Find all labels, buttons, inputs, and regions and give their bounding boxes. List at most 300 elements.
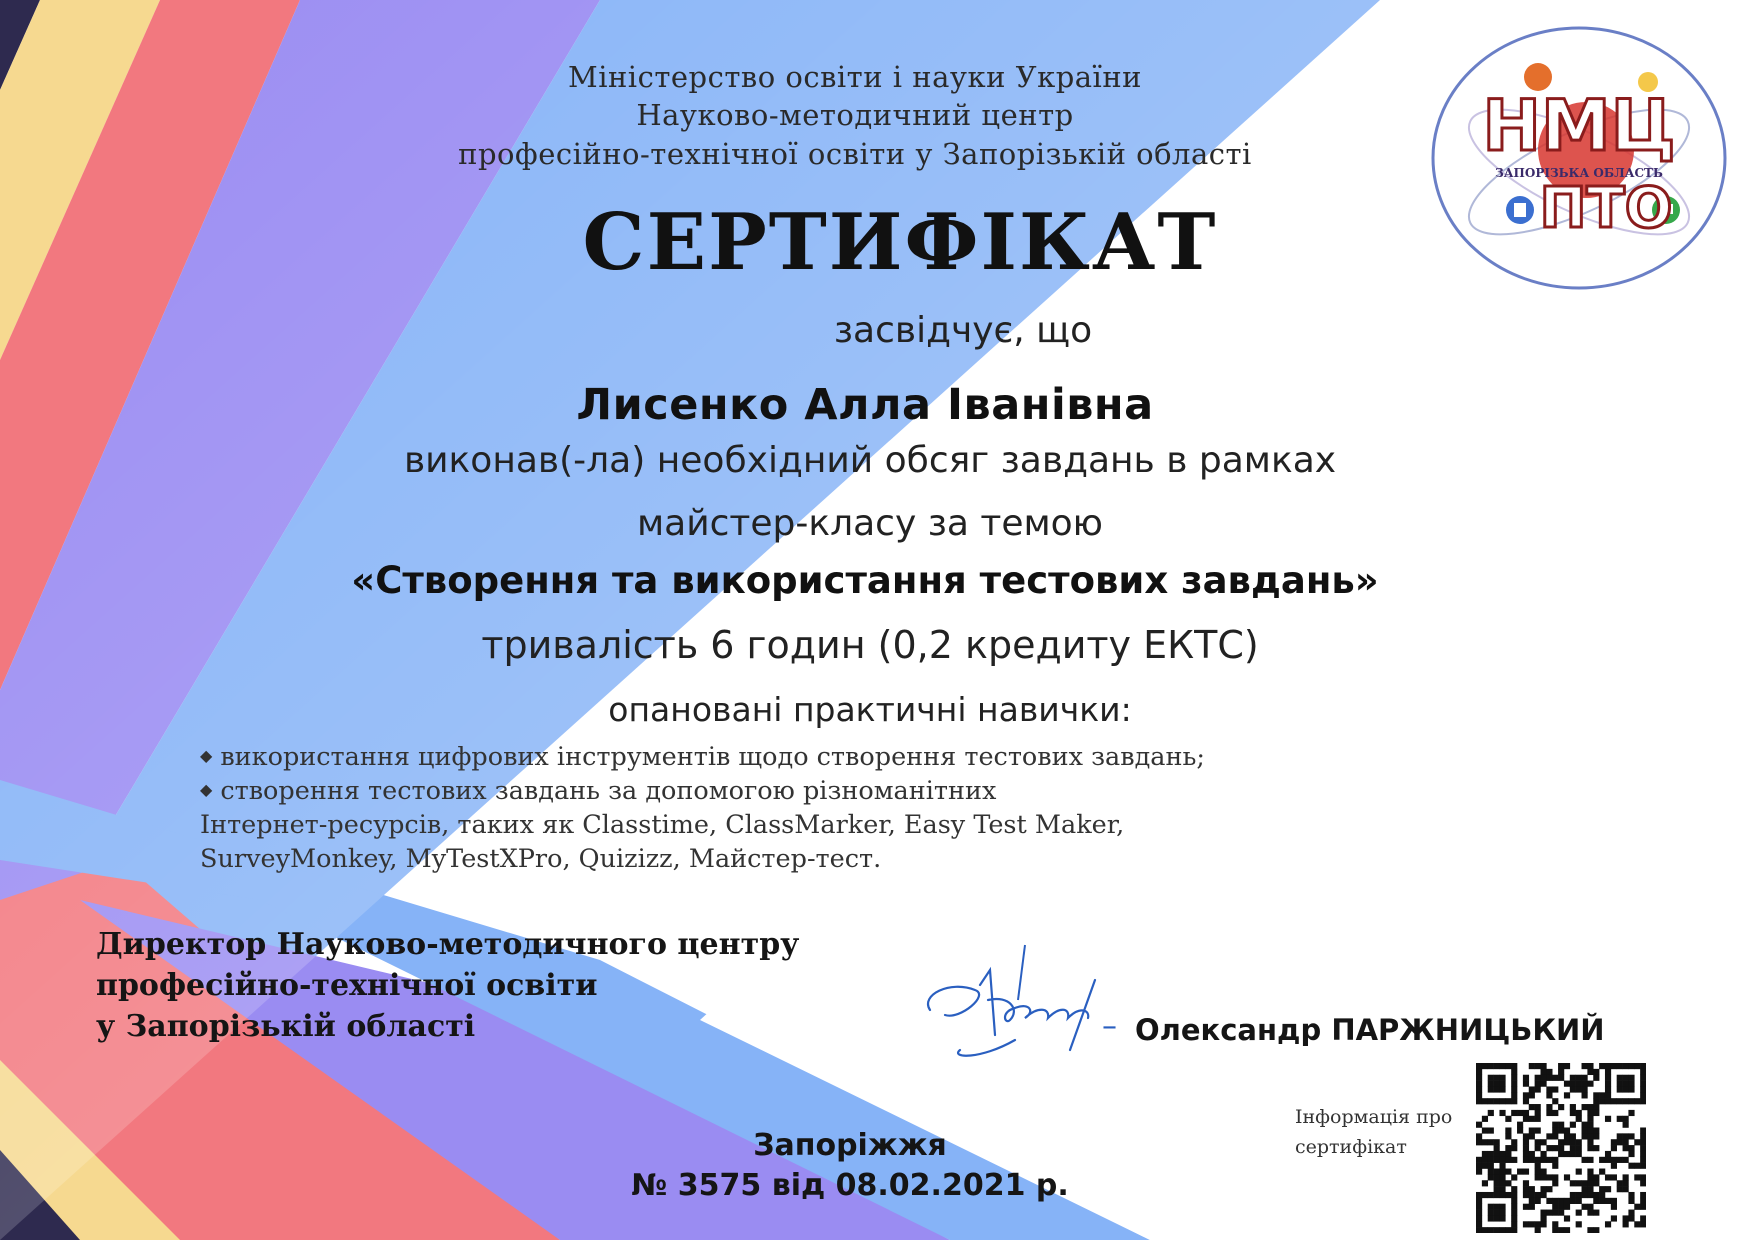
qr-module bbox=[1505, 1180, 1511, 1186]
qr-module bbox=[1628, 1081, 1634, 1087]
certificate-qr-code[interactable] bbox=[1476, 1063, 1646, 1233]
qr-module bbox=[1494, 1075, 1500, 1081]
qr-module bbox=[1482, 1180, 1488, 1186]
qr-module bbox=[1599, 1192, 1605, 1198]
qr-module bbox=[1628, 1098, 1634, 1104]
qr-module bbox=[1488, 1081, 1494, 1087]
qr-module bbox=[1611, 1139, 1617, 1145]
qr-module bbox=[1628, 1192, 1634, 1198]
qr-module bbox=[1611, 1198, 1617, 1204]
qr-module bbox=[1623, 1063, 1629, 1069]
qr-module bbox=[1587, 1210, 1593, 1216]
logo-ring-text: ЗАПОРІЗЬКА ОБЛАСТЬ bbox=[1495, 166, 1663, 180]
qr-module bbox=[1476, 1210, 1482, 1216]
qr-module bbox=[1587, 1227, 1593, 1233]
qr-module bbox=[1546, 1133, 1552, 1139]
director-line-3: у Запорізькій області bbox=[96, 1009, 476, 1044]
qr-module bbox=[1593, 1104, 1599, 1110]
qr-module bbox=[1576, 1139, 1582, 1145]
qr-module bbox=[1623, 1116, 1629, 1122]
qr-module bbox=[1593, 1127, 1599, 1133]
qr-module bbox=[1488, 1163, 1494, 1169]
city-text: Запоріжжя bbox=[753, 1128, 947, 1163]
ministry-line: Міністерство освіти і науки України bbox=[568, 60, 1142, 94]
qr-module bbox=[1529, 1157, 1535, 1163]
qr-module bbox=[1623, 1098, 1629, 1104]
qr-module bbox=[1587, 1133, 1593, 1139]
qr-module bbox=[1593, 1210, 1599, 1216]
qr-module bbox=[1499, 1163, 1505, 1169]
qr-module bbox=[1482, 1063, 1488, 1069]
qr-module bbox=[1552, 1133, 1558, 1139]
qr-module bbox=[1640, 1069, 1646, 1075]
qr-module bbox=[1552, 1127, 1558, 1133]
qr-module bbox=[1535, 1198, 1541, 1204]
skill-item-2-text: створення тестових завдань за допомогою різноманітних bbox=[220, 776, 997, 806]
qr-module bbox=[1523, 1204, 1529, 1210]
qr-module bbox=[1640, 1098, 1646, 1104]
qr-module bbox=[1546, 1145, 1552, 1151]
qr-module bbox=[1605, 1116, 1611, 1122]
qr-module bbox=[1540, 1215, 1546, 1221]
qr-module bbox=[1593, 1227, 1599, 1233]
qr-module bbox=[1488, 1169, 1494, 1175]
qr-module bbox=[1582, 1075, 1588, 1081]
qr-module bbox=[1564, 1063, 1570, 1069]
qr-module bbox=[1494, 1086, 1500, 1092]
qr-module bbox=[1499, 1086, 1505, 1092]
qr-module bbox=[1593, 1145, 1599, 1151]
qr-module bbox=[1623, 1157, 1629, 1163]
qr-module bbox=[1617, 1139, 1623, 1145]
qr-module bbox=[1523, 1081, 1529, 1087]
qr-module bbox=[1564, 1204, 1570, 1210]
qr-module bbox=[1505, 1133, 1511, 1139]
diamond-bullet-icon: ◆ bbox=[200, 780, 213, 799]
qr-module bbox=[1505, 1145, 1511, 1151]
region-line: професійно-технічної освіти у Запорізькій області bbox=[458, 137, 1252, 171]
qr-module bbox=[1634, 1139, 1640, 1145]
qr-module bbox=[1587, 1116, 1593, 1122]
qr-module bbox=[1552, 1221, 1558, 1227]
qr-module bbox=[1628, 1075, 1634, 1081]
qr-module bbox=[1634, 1221, 1640, 1227]
qr-module bbox=[1582, 1086, 1588, 1092]
qr-module bbox=[1593, 1092, 1599, 1098]
qr-module bbox=[1535, 1163, 1541, 1169]
qr-module bbox=[1611, 1215, 1617, 1221]
qr-module bbox=[1511, 1069, 1517, 1075]
qr-module bbox=[1505, 1127, 1511, 1133]
qr-module bbox=[1476, 1192, 1482, 1198]
qr-module bbox=[1582, 1081, 1588, 1087]
qr-module bbox=[1576, 1081, 1582, 1087]
qr-module bbox=[1494, 1151, 1500, 1157]
qr-module bbox=[1582, 1122, 1588, 1128]
qr-module bbox=[1511, 1186, 1517, 1192]
qr-module bbox=[1499, 1063, 1505, 1069]
qr-module bbox=[1558, 1127, 1564, 1133]
qr-module bbox=[1593, 1069, 1599, 1075]
qr-module bbox=[1582, 1157, 1588, 1163]
qr-module bbox=[1570, 1180, 1576, 1186]
qr-module bbox=[1582, 1192, 1588, 1198]
qr-module bbox=[1499, 1169, 1505, 1175]
qr-module bbox=[1623, 1221, 1629, 1227]
qr-module bbox=[1576, 1075, 1582, 1081]
qr-module bbox=[1623, 1086, 1629, 1092]
qr-module bbox=[1535, 1127, 1541, 1133]
qr-module bbox=[1546, 1075, 1552, 1081]
qr-module bbox=[1593, 1174, 1599, 1180]
qr-module bbox=[1628, 1086, 1634, 1092]
qr-module bbox=[1523, 1075, 1529, 1081]
qr-module bbox=[1546, 1186, 1552, 1192]
qr-module bbox=[1505, 1192, 1511, 1198]
qr-module bbox=[1540, 1069, 1546, 1075]
qr-module bbox=[1640, 1081, 1646, 1087]
diamond-bullet-icon: ◆ bbox=[200, 746, 213, 765]
qr-module bbox=[1494, 1157, 1500, 1163]
qr-module bbox=[1535, 1221, 1541, 1227]
qr-module bbox=[1587, 1186, 1593, 1192]
qr-module bbox=[1605, 1081, 1611, 1087]
qr-module bbox=[1634, 1063, 1640, 1069]
qr-module bbox=[1476, 1169, 1482, 1175]
qr-module bbox=[1499, 1174, 1505, 1180]
qr-module bbox=[1576, 1086, 1582, 1092]
qr-module bbox=[1529, 1204, 1535, 1210]
qr-module bbox=[1535, 1227, 1541, 1233]
qr-module bbox=[1640, 1198, 1646, 1204]
qr-module bbox=[1558, 1075, 1564, 1081]
qr-module bbox=[1482, 1163, 1488, 1169]
skill-item-2-line-3: SurveyMonkey, MyTestXPro, Quizizz, Майстер-тест. bbox=[200, 844, 882, 874]
qr-module bbox=[1552, 1122, 1558, 1128]
qr-module bbox=[1499, 1075, 1505, 1081]
qr-module bbox=[1587, 1145, 1593, 1151]
qr-module bbox=[1494, 1192, 1500, 1198]
qr-module bbox=[1540, 1139, 1546, 1145]
qr-module bbox=[1540, 1210, 1546, 1216]
qr-caption-line-1: Інформація про bbox=[1295, 1106, 1453, 1128]
qr-module bbox=[1605, 1221, 1611, 1227]
qr-module bbox=[1640, 1063, 1646, 1069]
qr-module bbox=[1558, 1122, 1564, 1128]
qr-module bbox=[1611, 1063, 1617, 1069]
qr-module bbox=[1546, 1104, 1552, 1110]
director-line-2: професійно-технічної освіти bbox=[96, 968, 598, 1003]
logo-top-text: НМЦ bbox=[1482, 85, 1676, 167]
qr-module bbox=[1623, 1133, 1629, 1139]
qr-module bbox=[1558, 1145, 1564, 1151]
qr-module bbox=[1511, 1086, 1517, 1092]
qr-module bbox=[1558, 1151, 1564, 1157]
qr-module bbox=[1582, 1127, 1588, 1133]
qr-module bbox=[1488, 1215, 1494, 1221]
qr-module bbox=[1587, 1069, 1593, 1075]
qr-module bbox=[1640, 1139, 1646, 1145]
qr-module bbox=[1535, 1139, 1541, 1145]
qr-module bbox=[1523, 1092, 1529, 1098]
qr-module bbox=[1576, 1210, 1582, 1216]
qr-module bbox=[1628, 1215, 1634, 1221]
qr-module bbox=[1535, 1110, 1541, 1116]
qr-module bbox=[1628, 1151, 1634, 1157]
qr-module bbox=[1605, 1157, 1611, 1163]
qr-module bbox=[1511, 1215, 1517, 1221]
qr-module bbox=[1494, 1180, 1500, 1186]
qr-module bbox=[1628, 1163, 1634, 1169]
qr-module bbox=[1476, 1086, 1482, 1092]
qr-module bbox=[1640, 1215, 1646, 1221]
qr-module bbox=[1640, 1092, 1646, 1098]
qr-module bbox=[1628, 1133, 1634, 1139]
qr-module bbox=[1540, 1075, 1546, 1081]
qr-module bbox=[1499, 1180, 1505, 1186]
qr-module bbox=[1494, 1081, 1500, 1087]
qr-module bbox=[1511, 1221, 1517, 1227]
qr-module bbox=[1593, 1133, 1599, 1139]
qr-module bbox=[1476, 1204, 1482, 1210]
qr-module bbox=[1552, 1157, 1558, 1163]
qr-module bbox=[1628, 1063, 1634, 1069]
qr-module bbox=[1564, 1127, 1570, 1133]
qr-module bbox=[1511, 1092, 1517, 1098]
qr-module bbox=[1482, 1151, 1488, 1157]
qr-module bbox=[1628, 1198, 1634, 1204]
qr-module bbox=[1546, 1157, 1552, 1163]
qr-module bbox=[1605, 1069, 1611, 1075]
qr-module bbox=[1529, 1133, 1535, 1139]
qr-module bbox=[1535, 1116, 1541, 1122]
qr-module bbox=[1523, 1169, 1529, 1175]
qr-module bbox=[1535, 1145, 1541, 1151]
qr-module bbox=[1552, 1075, 1558, 1081]
qr-module bbox=[1529, 1086, 1535, 1092]
qr-module bbox=[1517, 1110, 1523, 1116]
qr-module bbox=[1540, 1174, 1546, 1180]
qr-module bbox=[1482, 1098, 1488, 1104]
qr-module bbox=[1505, 1098, 1511, 1104]
qr-module bbox=[1523, 1221, 1529, 1227]
qr-module bbox=[1582, 1204, 1588, 1210]
qr-module bbox=[1499, 1215, 1505, 1221]
certifies-text: засвідчує, що bbox=[833, 310, 1093, 351]
qr-module bbox=[1564, 1092, 1570, 1098]
qr-module bbox=[1511, 1110, 1517, 1116]
qr-module bbox=[1535, 1169, 1541, 1175]
qr-module bbox=[1546, 1110, 1552, 1116]
qr-module bbox=[1640, 1075, 1646, 1081]
signer-name: Олександр ПАРЖНИЦЬКИЙ bbox=[1135, 1013, 1605, 1047]
qr-module bbox=[1494, 1174, 1500, 1180]
qr-module bbox=[1476, 1163, 1482, 1169]
certificate-number: № 3575 від 08.02.2021 р. bbox=[631, 1168, 1069, 1203]
qr-module bbox=[1523, 1110, 1529, 1116]
skill-item-2 bbox=[200, 776, 996, 806]
qr-module bbox=[1623, 1186, 1629, 1192]
qr-module bbox=[1476, 1098, 1482, 1104]
qr-module bbox=[1587, 1081, 1593, 1087]
qr-module bbox=[1587, 1104, 1593, 1110]
qr-module bbox=[1564, 1227, 1570, 1233]
qr-module bbox=[1558, 1104, 1564, 1110]
qr-module bbox=[1529, 1092, 1535, 1098]
qr-module bbox=[1482, 1227, 1488, 1233]
qr-module bbox=[1499, 1151, 1505, 1157]
qr-module bbox=[1523, 1116, 1529, 1122]
qr-module bbox=[1499, 1186, 1505, 1192]
qr-module bbox=[1587, 1180, 1593, 1186]
qr-module bbox=[1523, 1145, 1529, 1151]
qr-module bbox=[1546, 1086, 1552, 1092]
qr-caption-line-2: сертифікат bbox=[1295, 1136, 1407, 1158]
qr-module bbox=[1628, 1210, 1634, 1216]
qr-module bbox=[1611, 1098, 1617, 1104]
qr-module bbox=[1488, 1151, 1494, 1157]
qr-module bbox=[1535, 1086, 1541, 1092]
qr-module bbox=[1582, 1180, 1588, 1186]
qr-module bbox=[1505, 1063, 1511, 1069]
qr-module bbox=[1634, 1204, 1640, 1210]
qr-module bbox=[1623, 1174, 1629, 1180]
qr-module bbox=[1623, 1122, 1629, 1128]
qr-module bbox=[1488, 1204, 1494, 1210]
qr-module bbox=[1511, 1157, 1517, 1163]
qr-module bbox=[1599, 1186, 1605, 1192]
qr-module bbox=[1587, 1127, 1593, 1133]
skill-item-1 bbox=[200, 742, 1205, 772]
qr-module bbox=[1564, 1133, 1570, 1139]
qr-module bbox=[1511, 1081, 1517, 1087]
qr-module bbox=[1552, 1086, 1558, 1092]
qr-module bbox=[1494, 1139, 1500, 1145]
qr-module bbox=[1482, 1139, 1488, 1145]
qr-module bbox=[1499, 1157, 1505, 1163]
qr-module bbox=[1540, 1151, 1546, 1157]
qr-module bbox=[1494, 1169, 1500, 1175]
qr-module bbox=[1640, 1145, 1646, 1151]
qr-module bbox=[1546, 1092, 1552, 1098]
qr-module bbox=[1494, 1063, 1500, 1069]
qr-module bbox=[1511, 1139, 1517, 1145]
qr-module bbox=[1535, 1081, 1541, 1087]
qr-module bbox=[1564, 1081, 1570, 1087]
qr-module bbox=[1558, 1198, 1564, 1204]
qr-module bbox=[1499, 1098, 1505, 1104]
qr-module bbox=[1488, 1098, 1494, 1104]
qr-module bbox=[1634, 1163, 1640, 1169]
qr-module bbox=[1640, 1133, 1646, 1139]
qr-module bbox=[1576, 1221, 1582, 1227]
qr-module bbox=[1640, 1151, 1646, 1157]
topic-title: «Створення та використання тестових завдань» bbox=[351, 559, 1379, 602]
qr-module bbox=[1558, 1063, 1564, 1069]
signature-dash: – bbox=[1102, 1009, 1117, 1044]
qr-module bbox=[1505, 1116, 1511, 1122]
qr-module bbox=[1617, 1086, 1623, 1092]
qr-module bbox=[1552, 1180, 1558, 1186]
qr-module bbox=[1564, 1151, 1570, 1157]
qr-module bbox=[1499, 1227, 1505, 1233]
qr-module bbox=[1523, 1139, 1529, 1145]
qr-module bbox=[1540, 1169, 1546, 1175]
qr-module bbox=[1634, 1098, 1640, 1104]
qr-module bbox=[1617, 1180, 1623, 1186]
qr-module bbox=[1476, 1198, 1482, 1204]
director-line-1: Директор Науково-методичного центру bbox=[96, 927, 800, 962]
qr-module bbox=[1552, 1198, 1558, 1204]
qr-module bbox=[1617, 1075, 1623, 1081]
qr-module bbox=[1517, 1127, 1523, 1133]
qr-module bbox=[1540, 1081, 1546, 1087]
qr-module bbox=[1617, 1098, 1623, 1104]
qr-module bbox=[1494, 1210, 1500, 1216]
qr-module bbox=[1476, 1063, 1482, 1069]
qr-module bbox=[1570, 1151, 1576, 1157]
qr-module bbox=[1605, 1086, 1611, 1092]
qr-module bbox=[1617, 1081, 1623, 1087]
duration-text: тривалість 6 годин (0,2 кредиту ЕКТС) bbox=[481, 623, 1259, 667]
qr-module bbox=[1517, 1122, 1523, 1128]
qr-module bbox=[1476, 1139, 1482, 1145]
qr-module bbox=[1535, 1063, 1541, 1069]
qr-module bbox=[1488, 1227, 1494, 1233]
qr-module bbox=[1505, 1157, 1511, 1163]
qr-module bbox=[1476, 1122, 1482, 1128]
qr-module bbox=[1540, 1186, 1546, 1192]
qr-module bbox=[1511, 1174, 1517, 1180]
qr-module bbox=[1576, 1151, 1582, 1157]
qr-module bbox=[1535, 1192, 1541, 1198]
qr-module bbox=[1605, 1198, 1611, 1204]
qr-module bbox=[1499, 1192, 1505, 1198]
qr-module bbox=[1605, 1098, 1611, 1104]
qr-module bbox=[1640, 1086, 1646, 1092]
qr-module bbox=[1605, 1186, 1611, 1192]
qr-module bbox=[1617, 1116, 1623, 1122]
qr-module bbox=[1576, 1192, 1582, 1198]
qr-module bbox=[1593, 1180, 1599, 1186]
qr-module bbox=[1505, 1151, 1511, 1157]
qr-module bbox=[1488, 1127, 1494, 1133]
qr-module bbox=[1529, 1186, 1535, 1192]
qr-module bbox=[1511, 1145, 1517, 1151]
qr-module bbox=[1552, 1110, 1558, 1116]
qr-module bbox=[1640, 1163, 1646, 1169]
qr-module bbox=[1499, 1210, 1505, 1216]
qr-module bbox=[1611, 1174, 1617, 1180]
qr-module bbox=[1587, 1122, 1593, 1128]
qr-module bbox=[1611, 1145, 1617, 1151]
qr-module bbox=[1570, 1192, 1576, 1198]
qr-module bbox=[1494, 1145, 1500, 1151]
qr-module bbox=[1623, 1180, 1629, 1186]
qr-module bbox=[1570, 1081, 1576, 1087]
qr-module bbox=[1617, 1063, 1623, 1069]
qr-module bbox=[1640, 1192, 1646, 1198]
qr-module bbox=[1511, 1204, 1517, 1210]
qr-module bbox=[1546, 1210, 1552, 1216]
qr-module bbox=[1511, 1098, 1517, 1104]
qr-module bbox=[1552, 1210, 1558, 1216]
qr-module bbox=[1523, 1151, 1529, 1157]
logo-bottom-text: ПТО bbox=[1539, 176, 1673, 241]
qr-module bbox=[1488, 1110, 1494, 1116]
qr-module bbox=[1576, 1198, 1582, 1204]
qr-module bbox=[1599, 1098, 1605, 1104]
